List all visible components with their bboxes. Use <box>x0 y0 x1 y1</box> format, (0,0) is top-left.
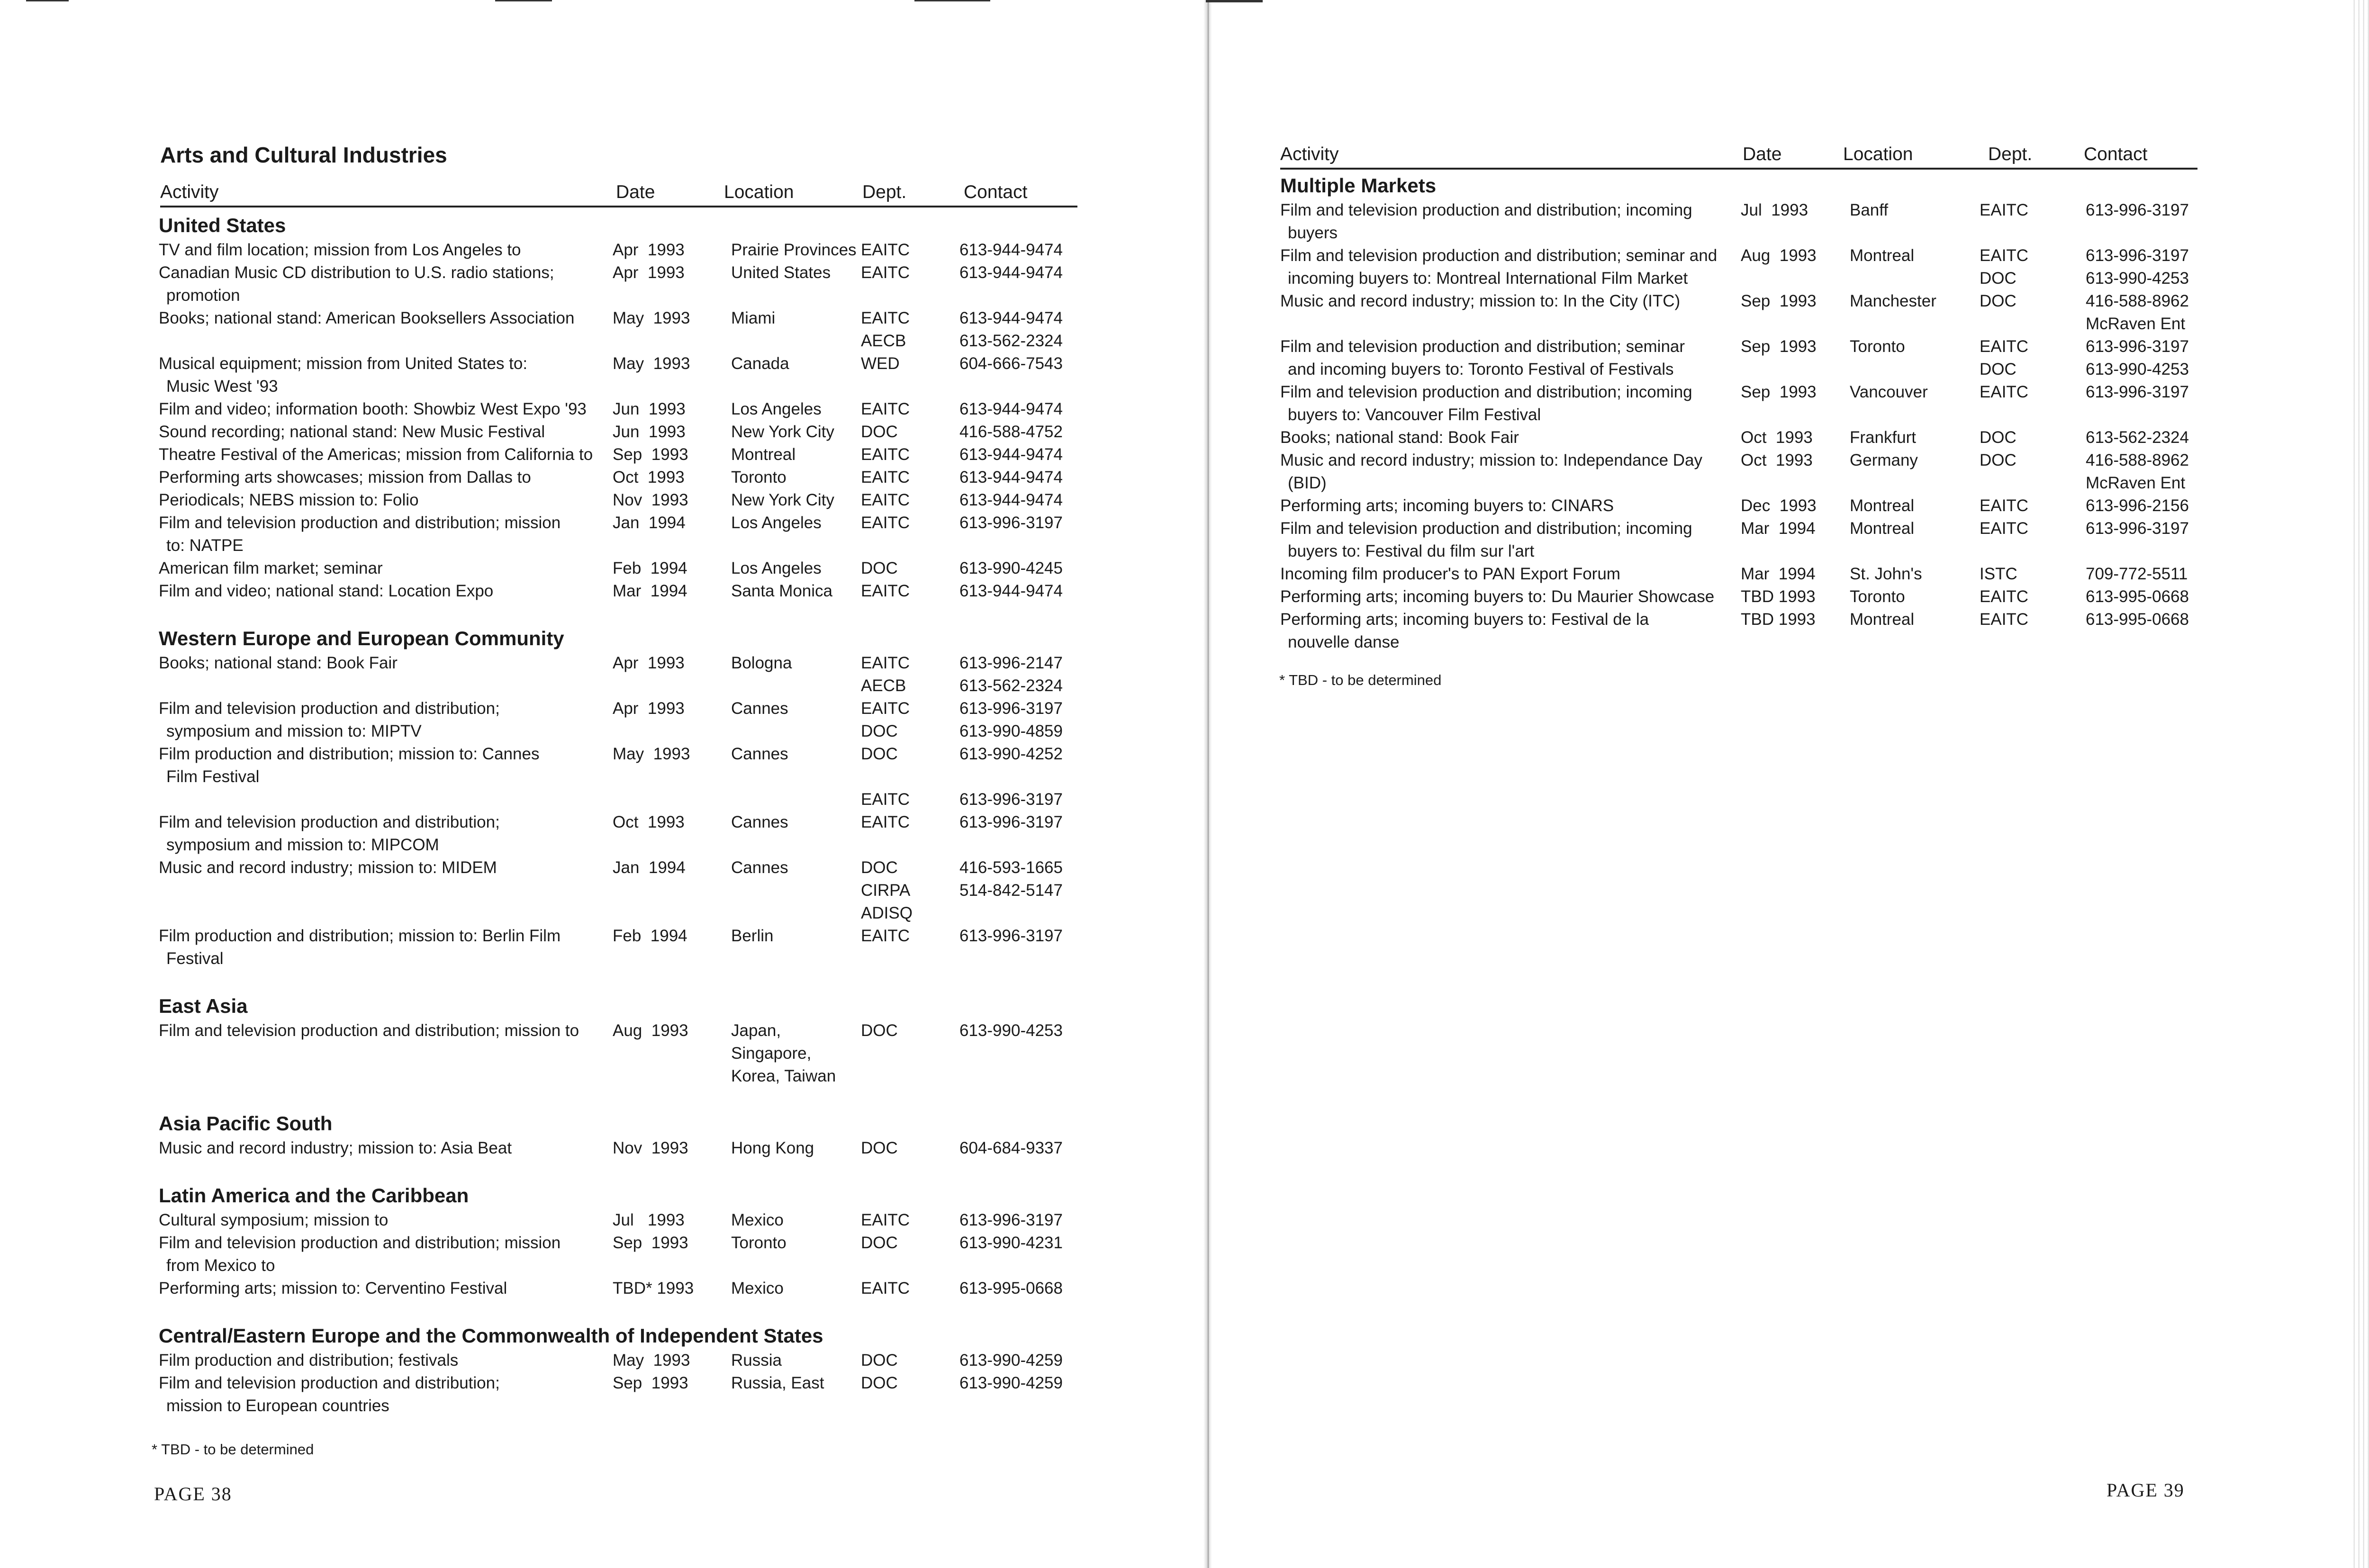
contact-cell: 416-588-8962 <box>2086 451 2189 469</box>
location-cell: Los Angeles <box>731 514 822 532</box>
contact-cell: 613-944-9474 <box>959 582 1063 600</box>
date-cell: May 1993 <box>613 745 690 763</box>
activity-cell: Performing arts; incoming buyers to: Festival de la <box>1280 610 1649 629</box>
activity-cell: Incoming film producer's to PAN Export Forum <box>1280 565 1620 583</box>
dept-cell: DOC <box>1980 451 2016 469</box>
dept-cell: DOC <box>861 1021 898 1040</box>
location-cell: Los Angeles <box>731 559 822 577</box>
activity-cell: Cultural symposium; mission to <box>159 1211 389 1229</box>
right-table-header <box>1280 137 2197 170</box>
dept-cell: EAITC <box>861 309 910 327</box>
table-row <box>159 652 1083 697</box>
table-row <box>159 697 1083 743</box>
activity-cell: Music and record industry; mission to: Independance Day <box>1280 451 1703 469</box>
activity-cell: buyers <box>1288 224 1338 242</box>
dept-cell: EAITC <box>861 790 910 809</box>
contact-cell: 613-944-9474 <box>959 468 1063 487</box>
dept-cell: AECB <box>861 332 906 350</box>
activity-cell: Film and television production and distribution; mission to <box>159 1021 579 1040</box>
location-cell: Montreal <box>731 445 796 464</box>
activity-cell: Music and record industry; mission to: In the City (ITC) <box>1280 292 1681 310</box>
footnote: * TBD - to be determined <box>1279 672 1442 688</box>
table-row <box>159 1277 1083 1300</box>
activity-cell: Periodicals; NEBS mission to: Folio <box>159 491 419 509</box>
header-location: Location <box>724 182 794 202</box>
activity-cell: Performing arts; incoming buyers to: Du Maurier Showcase <box>1280 587 1715 606</box>
activity-cell: Music and record industry; mission to: Asia Beat <box>159 1139 512 1157</box>
contact-cell: 613-996-3197 <box>959 790 1063 809</box>
activity-cell: Film production and distribution; festivals <box>159 1351 459 1370</box>
date-cell: Oct 1993 <box>613 813 685 831</box>
header-dept: Dept. <box>862 182 907 202</box>
contact-cell: 613-996-2147 <box>959 654 1063 672</box>
contact-cell: 613-944-9474 <box>959 491 1063 509</box>
date-cell: Jun 1993 <box>613 423 686 441</box>
date-cell: TBD 1993 <box>1741 587 1816 606</box>
activity-cell: Film production and distribution; mission to: Cannes <box>159 745 540 763</box>
contact-cell: 613-944-9474 <box>959 309 1063 327</box>
table-row <box>159 398 1083 421</box>
location-cell: Banff <box>1850 201 1889 219</box>
dept-cell: DOC <box>861 1234 898 1252</box>
location-cell: Russia <box>731 1351 782 1370</box>
activity-cell: symposium and mission to: MIPCOM <box>166 836 439 854</box>
dept-cell: DOC <box>1980 292 2016 310</box>
date-cell: Dec 1993 <box>1741 496 1817 515</box>
header-contact: Contact <box>964 182 1028 202</box>
location-cell: Germany <box>1850 451 1918 469</box>
location-cell: New York City <box>731 423 834 441</box>
date-cell: Jul 1993 <box>1741 201 1808 219</box>
dept-cell: DOC <box>861 745 898 763</box>
page-title: Arts and Cultural Industries <box>160 143 447 167</box>
activity-cell: mission to European countries <box>166 1397 389 1415</box>
table-row <box>159 580 1083 603</box>
activity-cell: from Mexico to <box>166 1256 275 1275</box>
section-heading-united-states: United States <box>159 214 286 236</box>
location-cell: Prairie Provinces <box>731 241 857 259</box>
contact-cell: 613-944-9474 <box>959 241 1063 259</box>
activity-cell: Film production and distribution; mission to: Berlin Film <box>159 927 561 945</box>
activity-cell: Musical equipment; mission from United States to: <box>159 354 528 373</box>
date-cell: Feb 1994 <box>613 927 687 945</box>
activity-cell: TV and film location; mission from Los Angeles to <box>159 241 521 259</box>
location-cell: Berlin <box>731 927 774 945</box>
dept-cell: AECB <box>861 676 906 695</box>
activity-cell: Film and television production and distribution; incoming <box>1280 519 1692 538</box>
activity-cell: Film and television production and distribution; <box>159 699 500 718</box>
page-number: PAGE 38 <box>154 1483 232 1505</box>
date-cell: Nov 1993 <box>613 491 688 509</box>
scan-mark <box>26 0 69 1</box>
contact-cell: 613-996-3197 <box>2086 201 2189 219</box>
table-row <box>159 261 1083 307</box>
location-cell: New York City <box>731 491 834 509</box>
table-row <box>159 925 1083 970</box>
dept-cell: EAITC <box>861 445 910 464</box>
page-edge-right <box>2353 0 2369 1568</box>
table-row <box>1280 449 2204 495</box>
contact-cell: 613-562-2324 <box>2086 428 2189 447</box>
dept-cell: EAITC <box>1980 587 2029 606</box>
contact-cell: 613-990-4252 <box>959 745 1063 763</box>
date-cell: Sep 1993 <box>1741 337 1817 356</box>
dept-cell: EAITC <box>1980 519 2029 538</box>
book-gutter <box>1203 0 1212 1568</box>
contact-cell: 613-996-3197 <box>959 514 1063 532</box>
location-cell: Canada <box>731 354 789 373</box>
activity-cell: Theatre Festival of the Americas; mission from California to <box>159 445 593 464</box>
location-cell: Montreal <box>1850 519 1915 538</box>
dept-cell: EAITC <box>861 927 910 945</box>
date-cell: May 1993 <box>613 1351 690 1370</box>
table-row <box>159 512 1083 557</box>
scan-mark <box>914 0 990 1</box>
contact-cell: 613-995-0668 <box>2086 587 2189 606</box>
date-cell: TBD* 1993 <box>613 1279 694 1298</box>
dept-cell: EAITC <box>861 263 910 282</box>
activity-cell: Film Festival <box>166 767 260 786</box>
header-activity: Activity <box>160 182 219 202</box>
activity-cell: Performing arts showcases; mission from Dallas to <box>159 468 531 487</box>
table-row <box>1280 495 2204 517</box>
table-row <box>1280 244 2204 290</box>
contact-cell: 613-996-3197 <box>959 813 1063 831</box>
location-cell: Cannes <box>731 699 788 718</box>
location-cell: Cannes <box>731 745 788 763</box>
contact-cell: 613-990-4231 <box>959 1234 1063 1252</box>
activity-cell: Film and television production and distribution; mission <box>159 514 561 532</box>
table-row <box>159 1349 1083 1372</box>
table-row <box>1280 426 2204 449</box>
activity-cell: American film market; seminar <box>159 559 383 577</box>
date-cell: Mar 1994 <box>613 582 687 600</box>
contact-cell: 613-990-4253 <box>2086 360 2189 378</box>
table-row <box>159 811 1083 856</box>
table-row <box>159 1019 1083 1088</box>
date-cell: Jul 1993 <box>613 1211 685 1229</box>
date-cell: Nov 1993 <box>613 1139 688 1157</box>
date-cell: Oct 1993 <box>613 468 685 487</box>
location-cell: Los Angeles <box>731 400 822 418</box>
location-cell: Bologna <box>731 654 792 672</box>
section-heading-western-europe-and-european-community: Western Europe and European Community <box>159 627 564 649</box>
contact-cell: 416-593-1665 <box>959 858 1063 877</box>
location-cell: Manchester <box>1850 292 1936 310</box>
table-row <box>159 743 1083 811</box>
contact-cell: 613-562-2324 <box>959 676 1063 695</box>
contact-cell: 613-990-4245 <box>959 559 1063 577</box>
dept-cell: DOC <box>1980 360 2016 378</box>
dept-cell: DOC <box>861 423 898 441</box>
date-cell: Feb 1994 <box>613 559 687 577</box>
section-heading-multiple-markets: Multiple Markets <box>1280 174 1437 197</box>
location-cell: Vancouver <box>1850 383 1928 401</box>
contact-cell: McRaven Ent <box>2086 474 2186 492</box>
contact-cell: 613-995-0668 <box>959 1279 1063 1298</box>
scan-mark <box>495 0 552 1</box>
location-cell: Singapore, <box>731 1044 812 1063</box>
contact-cell: 604-666-7543 <box>959 354 1063 373</box>
table-row <box>159 557 1083 580</box>
scan-mark <box>1206 0 1263 2</box>
contact-cell: 613-944-9474 <box>959 445 1063 464</box>
contact-cell: 613-996-3197 <box>2086 519 2189 538</box>
activity-cell: (BID) <box>1288 474 1327 492</box>
activity-cell: Film and television production and distribution; mission <box>159 1234 561 1252</box>
date-cell: Apr 1993 <box>613 263 685 282</box>
activity-cell: incoming buyers to: Montreal International Film Market <box>1288 269 1688 288</box>
table-row <box>159 1209 1083 1232</box>
location-cell: Montreal <box>1850 496 1915 515</box>
section-heading-asia-pacific-south: Asia Pacific South <box>159 1112 333 1135</box>
dept-cell: DOC <box>861 1374 898 1392</box>
dept-cell: EAITC <box>1980 337 2029 356</box>
location-cell: Cannes <box>731 813 788 831</box>
table-row <box>1280 608 2204 654</box>
activity-cell: Books; national stand: American Booksellers Association <box>159 309 575 327</box>
dept-cell: EAITC <box>1980 246 2029 265</box>
dept-cell: EAITC <box>861 1211 910 1229</box>
location-cell: Frankfurt <box>1850 428 1917 447</box>
dept-cell: DOC <box>861 722 898 740</box>
activity-cell: Film and video; national stand: Location Expo <box>159 582 494 600</box>
header-dept: Dept. <box>1988 144 2033 164</box>
location-cell: Toronto <box>1850 587 1905 606</box>
activity-cell: Festival <box>166 949 224 968</box>
contact-cell: 613-990-4259 <box>959 1351 1063 1370</box>
contact-cell: 416-588-8962 <box>2086 292 2189 310</box>
table-row <box>159 1372 1083 1417</box>
activity-cell: and incoming buyers to: Toronto Festival of Festivals <box>1288 360 1674 378</box>
contact-cell: 613-944-9474 <box>959 400 1063 418</box>
dept-cell: EAITC <box>861 400 910 418</box>
activity-cell: Film and television production and distribution; incoming <box>1280 201 1692 219</box>
activity-cell: Film and television production and distribution; <box>159 1374 500 1392</box>
location-cell: Russia, East <box>731 1374 824 1392</box>
dept-cell: DOC <box>861 1351 898 1370</box>
location-cell: Santa Monica <box>731 582 833 600</box>
header-location: Location <box>1843 144 1913 164</box>
contact-cell: 416-588-4752 <box>959 423 1063 441</box>
contact-cell: 613-996-3197 <box>959 927 1063 945</box>
contact-cell: 613-996-3197 <box>959 1211 1063 1229</box>
date-cell: Oct 1993 <box>1741 428 1813 447</box>
date-cell: Mar 1994 <box>1741 565 1816 583</box>
contact-cell: 613-996-3197 <box>959 699 1063 718</box>
date-cell: Oct 1993 <box>1741 451 1813 469</box>
location-cell: Toronto <box>1850 337 1905 356</box>
activity-cell: symposium and mission to: MIPTV <box>166 722 422 740</box>
date-cell: Sep 1993 <box>613 1374 688 1392</box>
contact-cell: 709-772-5511 <box>2086 565 2188 583</box>
table-row <box>159 352 1083 398</box>
table-row <box>159 1137 1083 1160</box>
date-cell: TBD 1993 <box>1741 610 1816 629</box>
activity-cell: Performing arts; incoming buyers to: CINARS <box>1280 496 1614 515</box>
date-cell: May 1993 <box>613 354 690 373</box>
location-cell: Montreal <box>1850 246 1915 265</box>
activity-cell: Film and television production and distribution; <box>159 813 500 831</box>
location-cell: Montreal <box>1850 610 1915 629</box>
location-cell: St. John's <box>1850 565 1922 583</box>
contact-cell: 613-996-3197 <box>2086 383 2189 401</box>
table-row <box>159 239 1083 261</box>
activity-cell: Music West '93 <box>166 377 278 396</box>
table-row <box>1280 563 2204 586</box>
contact-cell: 613-562-2324 <box>959 332 1063 350</box>
table-row <box>159 856 1083 925</box>
dept-cell: DOC <box>1980 428 2016 447</box>
left-table-header <box>160 175 1077 207</box>
contact-cell: McRaven Ent <box>2086 315 2186 333</box>
table-row <box>159 466 1083 489</box>
dept-cell: EAITC <box>861 699 910 718</box>
date-cell: Jan 1994 <box>613 858 686 877</box>
dept-cell: EAITC <box>861 241 910 259</box>
dept-cell: EAITC <box>861 468 910 487</box>
activity-cell: to: NATPE <box>166 536 244 555</box>
dept-cell: CIRPA <box>861 881 911 900</box>
activity-cell: promotion <box>166 286 240 305</box>
header-date: Date <box>616 182 655 202</box>
date-cell: Aug 1993 <box>613 1021 688 1040</box>
page-number: PAGE 39 <box>2107 1479 2185 1501</box>
location-cell: Mexico <box>731 1279 784 1298</box>
location-cell: Hong Kong <box>731 1139 814 1157</box>
dept-cell: EAITC <box>861 1279 910 1298</box>
date-cell: Aug 1993 <box>1741 246 1817 265</box>
location-cell: Miami <box>731 309 776 327</box>
dept-cell: EAITC <box>861 813 910 831</box>
activity-cell: Performing arts; mission to: Cerventino Festival <box>159 1279 507 1298</box>
section-heading-east-asia: East Asia <box>159 995 248 1017</box>
table-row <box>159 489 1083 512</box>
footnote: * TBD - to be determined <box>152 1441 314 1458</box>
location-cell: United States <box>731 263 831 282</box>
date-cell: Jan 1994 <box>613 514 686 532</box>
contact-cell: 613-990-4259 <box>959 1374 1063 1392</box>
contact-cell: 613-944-9474 <box>959 263 1063 282</box>
section-heading-latin-america-and-the-caribbean: Latin America and the Caribbean <box>159 1184 469 1207</box>
activity-cell: buyers to: Festival du film sur l'art <box>1288 542 1535 560</box>
activity-cell: Film and television production and distribution; seminar <box>1280 337 1685 356</box>
header-contact: Contact <box>2084 144 2148 164</box>
location-cell: Korea, Taiwan <box>731 1067 836 1085</box>
table-row <box>1280 199 2204 244</box>
date-cell: Jun 1993 <box>613 400 686 418</box>
dept-cell: EAITC <box>861 514 910 532</box>
dept-cell: DOC <box>861 559 898 577</box>
activity-cell: Film and video; information booth: Showbiz West Expo '93 <box>159 400 587 418</box>
activity-cell: nouvelle danse <box>1288 633 1400 651</box>
contact-cell: 613-990-4253 <box>2086 269 2189 288</box>
contact-cell: 613-990-4859 <box>959 722 1063 740</box>
date-cell: Apr 1993 <box>613 654 685 672</box>
header-date: Date <box>1743 144 1782 164</box>
dept-cell: DOC <box>1980 269 2016 288</box>
contact-cell: 604-684-9337 <box>959 1139 1063 1157</box>
location-cell: Toronto <box>731 468 787 487</box>
dept-cell: EAITC <box>861 582 910 600</box>
dept-cell: EAITC <box>1980 496 2029 515</box>
section-heading-central-eastern-europe-and-the-commonwealth-of-independent-states: Central/Eastern Europe and the Commonwealth of Independent States <box>159 1325 823 1347</box>
contact-cell: 613-996-3197 <box>2086 246 2189 265</box>
date-cell: Sep 1993 <box>1741 383 1817 401</box>
activity-cell: Sound recording; national stand: New Music Festival <box>159 423 545 441</box>
dept-cell: EAITC <box>861 491 910 509</box>
header-activity: Activity <box>1280 144 1339 164</box>
dept-cell: ISTC <box>1980 565 2017 583</box>
dept-cell: DOC <box>861 858 898 877</box>
contact-cell: 613-995-0668 <box>2086 610 2189 629</box>
table-row <box>159 443 1083 466</box>
activity-cell: Books; national stand: Book Fair <box>1280 428 1519 447</box>
table-row <box>159 421 1083 443</box>
table-row <box>1280 335 2204 381</box>
table-row <box>1280 381 2204 426</box>
location-cell: Toronto <box>731 1234 787 1252</box>
table-row <box>159 1232 1083 1277</box>
dept-cell: DOC <box>861 1139 898 1157</box>
date-cell: Sep 1993 <box>1741 292 1817 310</box>
dept-cell: WED <box>861 354 900 373</box>
activity-cell: Canadian Music CD distribution to U.S. radio stations; <box>159 263 554 282</box>
contact-cell: 613-996-3197 <box>2086 337 2189 356</box>
date-cell: May 1993 <box>613 309 690 327</box>
table-row <box>1280 517 2204 563</box>
dept-cell: EAITC <box>861 654 910 672</box>
table-row <box>1280 290 2204 335</box>
table-row <box>159 307 1083 352</box>
location-cell: Japan, <box>731 1021 781 1040</box>
dept-cell: EAITC <box>1980 610 2029 629</box>
activity-cell: Film and television production and distribution; seminar and <box>1280 246 1718 265</box>
date-cell: Sep 1993 <box>613 1234 688 1252</box>
date-cell: Mar 1994 <box>1741 519 1816 538</box>
date-cell: Apr 1993 <box>613 241 685 259</box>
contact-cell: 613-996-2156 <box>2086 496 2189 515</box>
date-cell: Apr 1993 <box>613 699 685 718</box>
dept-cell: EAITC <box>1980 201 2029 219</box>
activity-cell: Film and television production and distribution; incoming <box>1280 383 1692 401</box>
activity-cell: Music and record industry; mission to: MIDEM <box>159 858 497 877</box>
location-cell: Mexico <box>731 1211 784 1229</box>
activity-cell: Books; national stand: Book Fair <box>159 654 398 672</box>
contact-cell: 613-990-4253 <box>959 1021 1063 1040</box>
table-row <box>1280 586 2204 608</box>
location-cell: Cannes <box>731 858 788 877</box>
activity-cell: buyers to: Vancouver Film Festival <box>1288 406 1541 424</box>
date-cell: Sep 1993 <box>613 445 688 464</box>
contact-cell: 514-842-5147 <box>959 881 1063 900</box>
dept-cell: EAITC <box>1980 383 2029 401</box>
dept-cell: ADISQ <box>861 904 913 922</box>
